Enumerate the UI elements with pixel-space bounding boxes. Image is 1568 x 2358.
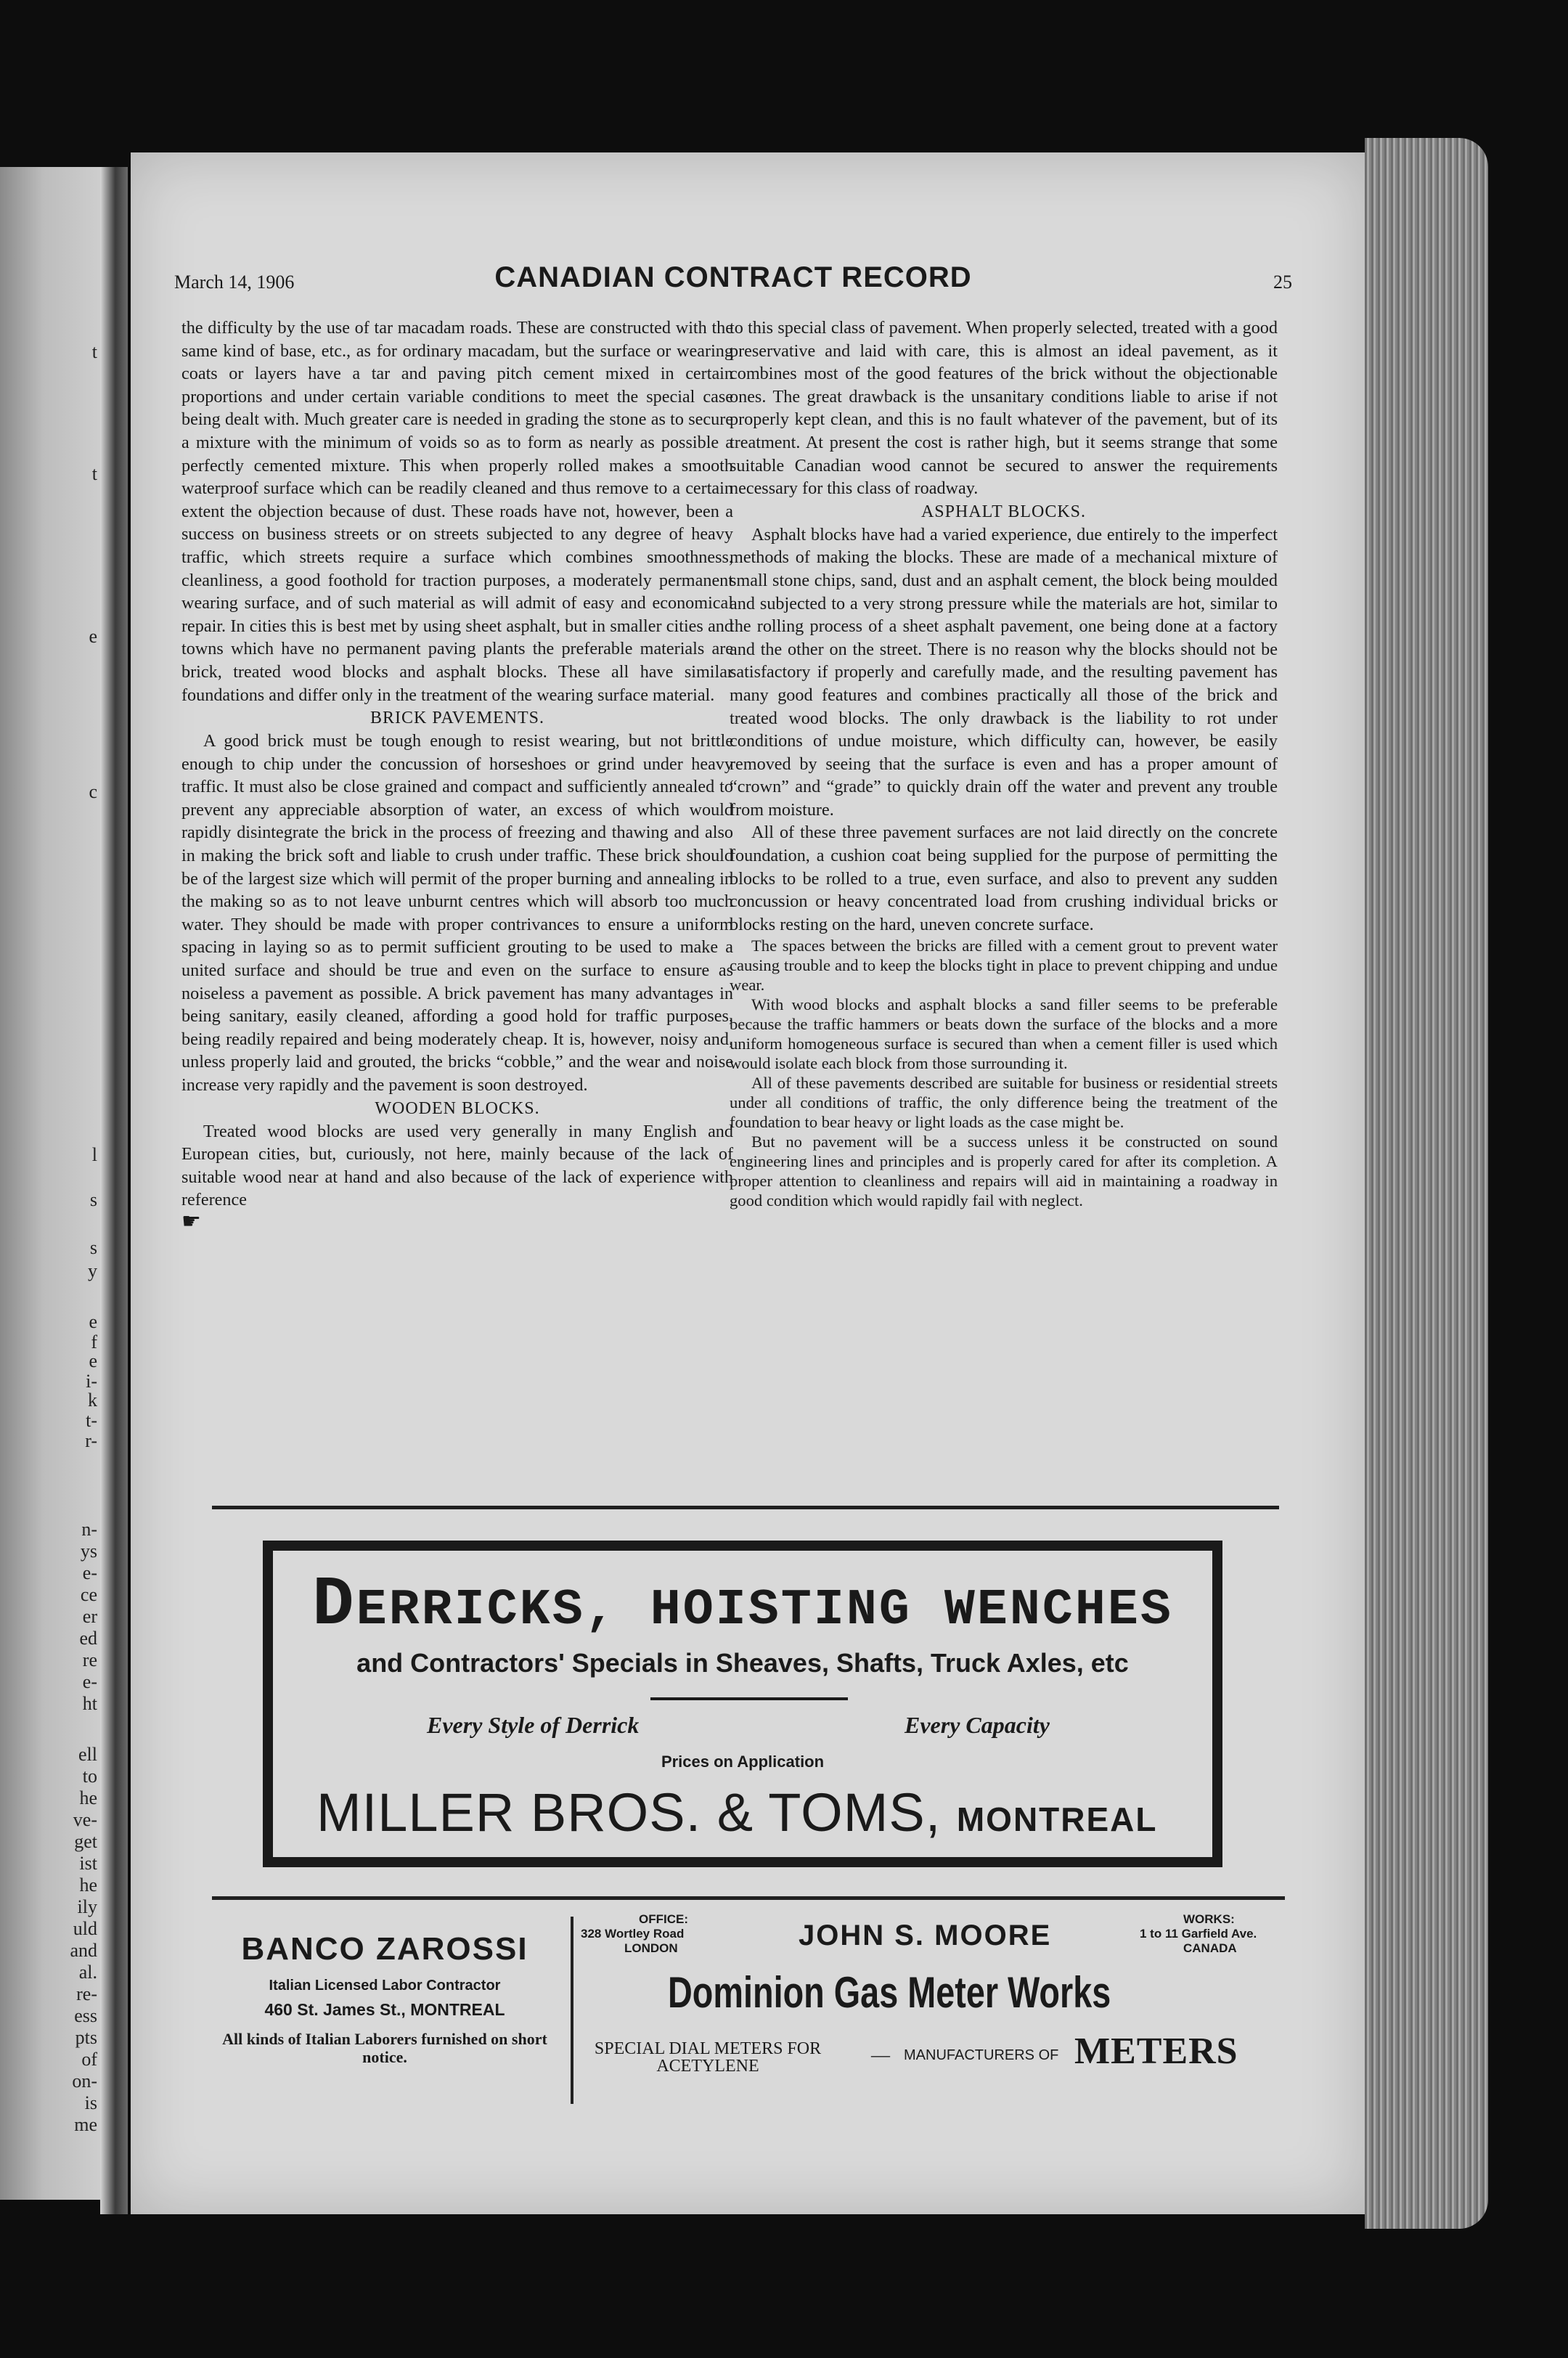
- ad-tagline-capacity: Every Capacity: [905, 1712, 1050, 1738]
- running-header: [174, 261, 1292, 305]
- facing-page-fragment: al.: [78, 1962, 97, 1983]
- paragraph: The spaces between the bricks are filled with a cement grout to prevent water causing trouble and to keep the blocks tight in place to prevent chipping and undue wear.: [730, 937, 1278, 995]
- ad-initial: D: [312, 1565, 356, 1644]
- facing-page-fragment: s: [89, 1237, 97, 1258]
- ad-company-city: MONTREAL: [956, 1800, 1158, 1838]
- facing-page-fragment: he: [79, 1787, 97, 1808]
- ad-headline-rest: ERRICKS, HOISTING WENCHES: [356, 1582, 1173, 1639]
- office-label: OFFICE:: [639, 1912, 688, 1926]
- meters-wordmark: METERS: [1074, 2031, 1238, 2072]
- publication-title: CANADIAN CONTRACT RECORD: [494, 261, 972, 293]
- facing-page-fragment: ce: [80, 1584, 97, 1605]
- facing-page-fragment: e-: [82, 1671, 97, 1692]
- facing-page-fragment: e: [89, 626, 97, 647]
- facing-page-fragment: ed: [79, 1628, 97, 1649]
- facing-page-fragment: e: [89, 1311, 97, 1332]
- article-column-left: [181, 317, 733, 1232]
- paragraph: All of these three pavement surfaces are not laid directly on the concrete foundation, a cushion coat being supplied for the purpose of permitting the blocks to be rolled to a true, even surface, and also to prevent any sudden concussion or heavy concentrated load from crushing individual bricks or blocks resting on the hard, uneven concrete surface.: [730, 823, 1278, 934]
- paragraph: A good brick must be tough enough to resist wearing, but not brittle enough to chip under the concussion of horseshoes or grind under heavy traffic. It must also be close grained and compact and sufficiently annealed to prevent any appreciable absorption of water, an excess of which would rapidly disintegrate the brick in the process of freezing and thawing and also in making the brick soft and liable to crush under traffic. These brick should be of the largest size which will permit of the proper burning and annealing in the making so as to not leave unburnt centres which will absorb too much water. They should be made with proper contrivances to ensure a uniform spacing in laying so as to permit sufficient grouting to be used to make a united surface and should be true and even on the surface to ensure as noiseless a pavement as possible. A brick pavement has many advantages in being sanitary, easily cleaned, affording a good hold for traffic purposes, being readily repaired and being moderately cheap. It is, however, noisy and, unless properly laid and grouted, the bricks “cobble,” and the wear and noise increase very rapidly and the pavement is soon destroyed.: [181, 731, 733, 1095]
- office-city: LONDON: [624, 1941, 678, 1955]
- works-label: WORKS:: [1183, 1912, 1235, 1926]
- banco-address: 460 St. James St., MONTREAL: [264, 2000, 505, 2019]
- page-number: 25: [1273, 272, 1292, 293]
- banco-zarossi-advertisement: [203, 1931, 566, 2066]
- ad-tagline-style: Every Style of Derrick: [427, 1712, 640, 1738]
- issue-date: March 14, 1906: [174, 272, 295, 293]
- facing-page-fragment: y: [88, 1260, 97, 1281]
- facing-page-fragment: ell: [78, 1744, 97, 1765]
- facing-page-fragment: r-: [85, 1430, 97, 1451]
- facing-page-fragment: er: [82, 1606, 97, 1627]
- dash: —: [871, 2044, 890, 2065]
- facing-page-fragment: to: [82, 1766, 97, 1787]
- derricks-advertisement: [263, 1541, 1222, 1867]
- facing-page-fragment: get: [74, 1831, 97, 1852]
- facing-page-fragment: s: [89, 1189, 97, 1210]
- banco-name: BANCO ZAROSSI: [241, 1931, 528, 1967]
- banco-role: Italian Licensed Labor Contractor: [269, 1978, 501, 1994]
- facing-page-fragment: on-: [72, 2071, 97, 2092]
- works-address: 1 to 11 Garfield Ave.: [1140, 1927, 1257, 1941]
- article-column-right: [730, 317, 1278, 1210]
- facing-page-fragment: and: [70, 1940, 97, 1961]
- paragraph: to this special class of pavement. When properly selected, treated with a good preservative and laid with care, this is almost an ideal pavement, as it combines most of the good features of the brick without the objectionable ones. The great drawback is the unsanitary conditions liable to arise if not properly kept clean, and this is no fault whatever of the pavement, but of its treatment. At present the cost is rather high, but it seems strange that some suitable Canadian wood cannot be secured to answer the requirements necessary for this class of roadway.: [730, 318, 1278, 499]
- facing-page-fragment: of: [81, 2049, 97, 2070]
- facing-page-fragment: t: [91, 463, 97, 484]
- divider-rule: [212, 1506, 1279, 1509]
- facing-page-fragment: k: [88, 1390, 97, 1411]
- facing-page-fragment: he: [79, 1874, 97, 1896]
- manufacturers-of: MANUFACTURERS OF: [904, 2047, 1059, 2063]
- ad-subheadline: and Contractors' Specials in Sheaves, Shafts, Truck Axles, etc: [356, 1648, 1129, 1678]
- ad-company-name: MILLER BROS. & TOMS,: [317, 1782, 942, 1843]
- facing-page-fragment: ht: [82, 1693, 97, 1714]
- facing-page-fragment: l: [91, 1144, 97, 1165]
- ad-prices: Prices on Application: [661, 1753, 825, 1771]
- facing-page-fragment: n-: [81, 1519, 97, 1540]
- gas-meter-advertisement: [581, 1909, 1296, 2105]
- facing-page-fragment: me: [74, 2114, 97, 2135]
- works-country: CANADA: [1183, 1941, 1237, 1955]
- paragraph: But no pavement will be a success unless it be constructed on sound engineering lines and principles and is properly cared for after its completion. A proper attention to cleanliness and repairs will aid in maintaining a roadway in good condition which would rapidly fail with neglect.: [730, 1133, 1278, 1210]
- divider-rule: [212, 1896, 1285, 1900]
- special-meters: SPECIAL DIAL METERS FOR ACETYLENE: [594, 2039, 822, 2076]
- facing-page-fragment: i-: [86, 1371, 97, 1392]
- continued-mark: ☛: [181, 1209, 201, 1233]
- facing-page-fragment: t: [91, 341, 97, 362]
- facing-page-fragment: is: [84, 2092, 97, 2113]
- section-heading-asphalt: ASPHALT BLOCKS.: [920, 502, 1087, 521]
- paragraph: With wood blocks and asphalt blocks a sand filler seems to be preferable because the traffic hammers or beats down the surface of the blocks and a more uniform homogeneous surface is secured than when a cement filler is used which would isolate each block from those surrounding it.: [730, 995, 1278, 1073]
- paragraph: Asphalt blocks have had a varied experience, due entirely to the imperfect methods of making the blocks. These are made of a mechanical mixture of small stone chips, sand, dust and an asphalt cement, the block being moulded and subjected to a very strong pressure while the materials are hot, similar to the rolling process of a sheet asphalt pavement, one being done at a factory and the other on the street. There is no reason why the blocks should not be satisfactory if properly and carefully made, and the resulting pavement has many good features and combines practically all those of the brick and treated wood blocks. The only drawback is the liability to rot under conditions of undue moisture, which difficulty can, however, be easily removed by seeing that the surface is even and has a proper amount of “crown” and “grade” to quickly drain off the water and prevent any trouble from moisture.: [730, 524, 1278, 820]
- paragraph: All of these pavements described are suitable for business or residential streets under all conditions of traffic, the only difference being the treatment of the foundation to bear heavy or light loads as the case might be.: [730, 1074, 1278, 1132]
- facing-page-fragment: ist: [79, 1853, 97, 1874]
- proprietor-name: JOHN S. MOORE: [799, 1920, 1052, 1951]
- facing-page-fragment: c: [89, 781, 97, 802]
- facing-page-fragment: ve-: [73, 1809, 97, 1830]
- facing-page-fragment: t-: [86, 1410, 97, 1431]
- section-heading-wood: WOODEN BLOCKS.: [375, 1098, 540, 1118]
- company-name: Dominion Gas Meter Works: [668, 1968, 1111, 2017]
- banco-note: All kinds of Italian Laborers furnished on short notice.: [222, 2030, 547, 2066]
- facing-page-fragment: ess: [74, 2005, 97, 2026]
- facing-page-fragment: e: [89, 1350, 97, 1371]
- facing-page-fragment: f: [91, 1331, 97, 1353]
- ad-column-divider: [571, 1917, 573, 2104]
- facing-page-fragment: pts: [75, 2027, 97, 2048]
- facing-page-fragment: re-: [76, 1983, 97, 2004]
- paragraph: the difficulty by the use of tar macadam roads. These are constructed with the same kind of base, etc., as for ordinary macadam, but the surface or wearing coats or layers have a tar and paving pitch cement mixed in certain proportions and under certain variable conditions to meet the special case being dealt with. Much greater care is needed in grading the stone as to secure a mixture with the minimum of voids so as to form as nearly as possible a perfectly cemented mixture. This when properly rolled makes a smooth waterproof surface which can be readily cleaned and thus remove to a certain extent the objection because of dust. These roads have not, however, been a success on business streets or on streets subjected to any degree of heavy traffic, which streets require a surface which combines smoothness, cleanliness, a good foothold for traction purposes, a moderately permanent wearing surface, and of such material as will admit of easy and economical repair. In cities this is best met by using sheet asphalt, but in smaller cities and towns which have no permanent paving plants the preferable materials are brick, treated wood blocks and asphalt blocks. These all have similar foundations and differ only in the treatment of the wearing surface material.: [181, 318, 733, 705]
- facing-page-fragment: e-: [82, 1562, 97, 1583]
- section-heading-brick: BRICK PAVEMENTS.: [369, 709, 545, 728]
- page-stack-edge: [1365, 138, 1488, 2229]
- facing-page-fragment: ily: [77, 1896, 97, 1917]
- facing-page-fragment: re: [82, 1649, 97, 1670]
- book-gutter: [100, 167, 128, 2214]
- paragraph: Treated wood blocks are used very generally in many English and European cities, but, curiously, not here, mainly because of the lack of suitable wood near at hand and also because of the lack of experience with reference: [181, 1121, 733, 1210]
- ad-divider: [650, 1697, 848, 1700]
- facing-page-fragment: ys: [80, 1541, 97, 1562]
- facing-page-fragment: uld: [73, 1918, 97, 1939]
- ad-headline: [273, 1565, 1212, 1644]
- ad-company: [317, 1782, 1157, 1843]
- office-address: 328 Wortley Road: [581, 1927, 685, 1941]
